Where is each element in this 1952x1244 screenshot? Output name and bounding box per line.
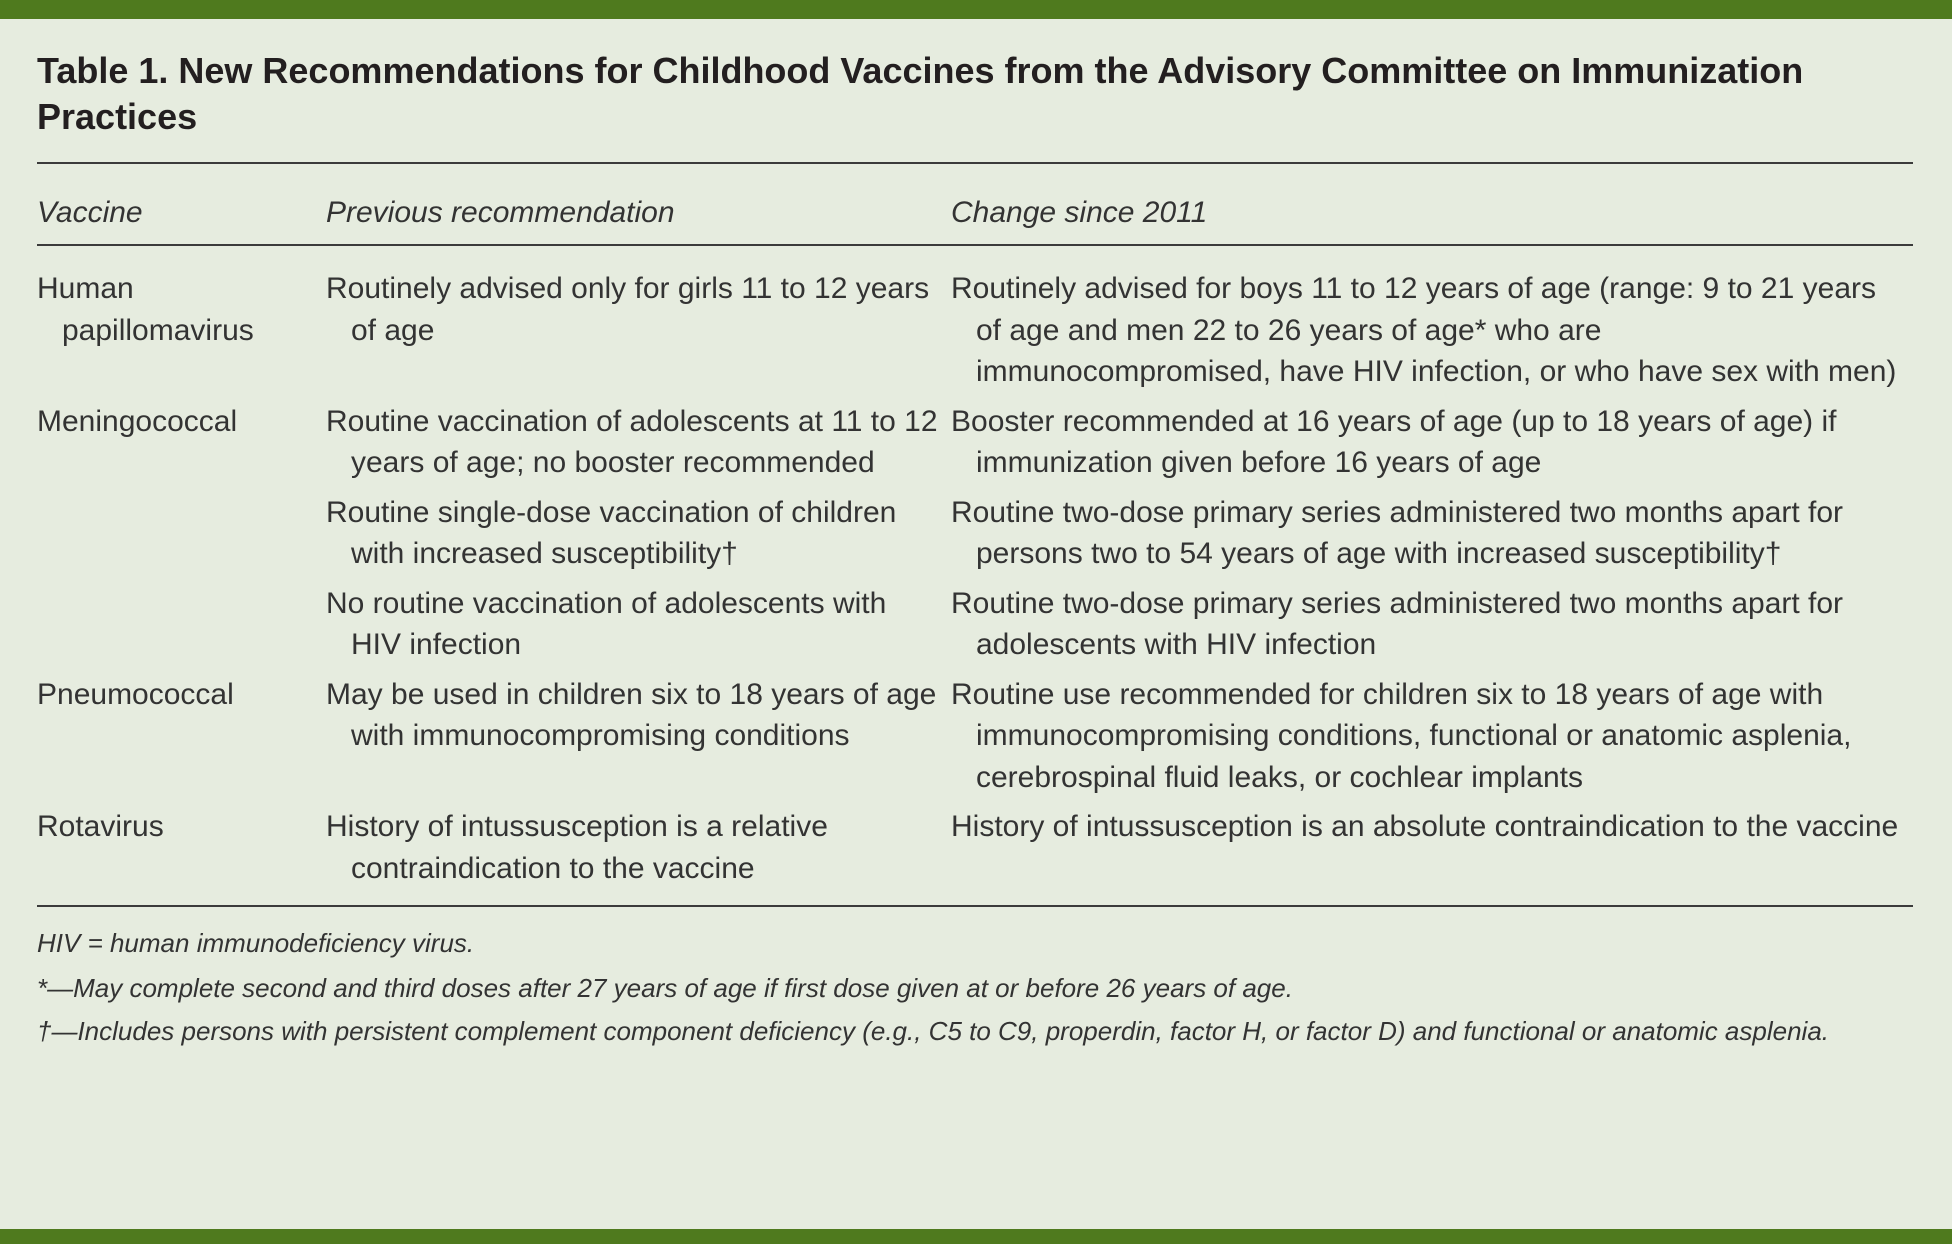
table-cell-change: Routine two-dose primary series administered two months apart for persons two to 54 years of age with increased susceptibility† <box>951 495 1844 570</box>
header-row <box>37 164 1913 244</box>
table-cell-vaccine: Rotavirus <box>37 810 164 843</box>
footnote-asterisk: *—May complete second and third doses after 27 years of age if first dose given at or before 26 years of age. <box>37 973 1293 1003</box>
table-cell-change: Routine use recommended for children six to 18 years of age with immunocompromising conditions, functional or anatomic asplenia, cerebrospinal fluid leaks, or cochlear implants <box>951 677 1852 794</box>
table-cell-vaccine <box>37 583 326 666</box>
table-cell-vaccine: Pneumococcal <box>37 677 234 711</box>
table-cell-previous: Routinely advised only for girls 11 to 12 years of age <box>326 272 930 347</box>
top-accent-bar <box>0 0 1952 19</box>
table-cell-previous: Routine vaccination of adolescents at 11 to 12 years of age; no booster recommended <box>326 404 938 479</box>
table-cell-previous: May be used in children six to 18 years of age with immunocompromising conditions <box>326 677 937 752</box>
header-vaccine: Vaccine <box>37 196 143 229</box>
table-container <box>0 19 1952 1090</box>
table-cell-vaccine <box>37 492 326 575</box>
table-body <box>37 246 1913 905</box>
table-cell-change: Routinely advised for boys 11 to 12 years of age (range: 9 to 21 years of age and men 22 to 26 years of age* who are immunocompromised, have HIV infection, or who have sex with men) <box>951 272 1897 388</box>
header-previous: Previous recommendation <box>326 196 675 229</box>
table-cell-change: Routine two-dose primary series administered two months apart for adolescents with HIV infection <box>951 586 1844 661</box>
table-title: Table 1. New Recommendations for Childhood Vaccines from the Advisory Committee on Immunization Practices <box>37 50 1804 137</box>
table-cell-previous: No routine vaccination of adolescents with HIV infection <box>326 586 887 661</box>
bottom-accent-bar <box>0 1229 1952 1244</box>
table-cell-previous: Routine single-dose vaccination of children with increased susceptibility† <box>326 495 897 570</box>
footnotes <box>37 907 1913 1050</box>
table-cell-change: Booster recommended at 16 years of age (up to 18 years of age) if immunization given before 16 years of age <box>951 404 1837 479</box>
footnote-abbrev: HIV = human immunodeficiency virus. <box>37 928 475 958</box>
table-cell-vaccine: Meningococcal <box>37 404 238 438</box>
table-cell-change: History of intussusception is an absolute contraindication to the vaccine <box>951 810 1899 843</box>
table-cell-vaccine: Human papillomavirus <box>37 272 254 347</box>
table-cell-previous: History of intussusception is a relative contraindication to the vaccine <box>326 810 828 885</box>
header-change: Change since 2011 <box>951 196 1208 229</box>
footnote-dagger: †—Includes persons with persistent complement component deficiency (e.g., C5 to C9, properdin, factor H, or factor D) and functional or anatomic asplenia. <box>37 1016 1830 1046</box>
